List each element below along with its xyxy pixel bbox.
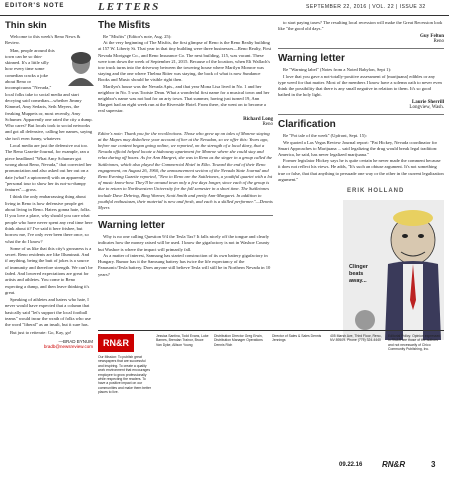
letter-paragraph: We quoted a Las Vegas Review Journal report: "Pat Hickey, Nevada coordinator for Smart Approaches to Marijuana ... said legalizing the drug would break legal tradition: America, he said, has never legalized marijuana." bbox=[278, 139, 438, 158]
editors-note-paragraph: Speaking of athletes and haters who hate, I never would have expected that a column that basically said "let's support the local football teams" would incur the wrath of folks who use the word "liberal" as an insult, but it sure has. bbox=[5, 297, 91, 328]
editor-portrait-icon bbox=[64, 48, 98, 86]
letter-signature: Guy Felton bbox=[419, 34, 444, 40]
staff-masthead bbox=[98, 330, 444, 450]
letter-location: Reno bbox=[262, 121, 273, 127]
letter-location: Longview, Wash. bbox=[409, 105, 444, 111]
editors-note-paragraph: I think the only embarrassing thing about living in Reno is how defensive people get about living in Reno. Haters gonna hate, folks. If you love a place, why should you care what people who have never spent any real time here think about it? I've said it here frisbee, but borrow me, I've only ever been there once, so what the do I know? bbox=[5, 194, 93, 244]
rnr-logo: RN&R bbox=[98, 334, 134, 352]
staff-address: 405 Marsh Ave, Third Floor, Reno, NV 89509. Phone (775) 324-4440 bbox=[330, 334, 382, 343]
letter-signature: Laurie Sherrill bbox=[411, 100, 444, 106]
letter-title: The Misfits bbox=[98, 20, 151, 31]
section-label-editors-note: EDITOR'S NOTE bbox=[5, 3, 65, 9]
footer-date: 09.22.16 bbox=[339, 462, 363, 468]
letter-title: Warning letter bbox=[98, 220, 165, 232]
editors-note-paragraph: Some of us like that this city's grossness is a secret. Reno residents are like Illuminati. And if anything, being the butt of jokes is a source of immunity and therefore strength. We can't be faded. And lowered expectations are great for artists and athletes. You come to Reno expecting a dump, and then leave thinking it's great. bbox=[5, 245, 93, 295]
letter-paragraph: Why is no one calling Question 9/4 the Tesla Tax? It falls nicely off the tongue and clearly indicates how the money raised will be used. I know the gigafactory is not in Washoe County but Washoe is where the impact will primarily fall. bbox=[98, 234, 270, 252]
divider bbox=[278, 48, 444, 49]
editors-note-paragraph: Welcome to this week's Reno News & Review. bbox=[5, 34, 81, 46]
cartoonist-name: ERIK HOLLAND bbox=[347, 188, 405, 194]
editor-email-link[interactable]: bradb@newsreview.com bbox=[43, 343, 93, 349]
letter-paragraph: At the very beginning of The Misfits, the first glimpse of Reno is the Reno Realty building at 157 W. Liberty St. That year in that tiny building were three businesses—Reno Realty, First Nevada Mortgage Co., and Reno Insurance Co. The next building, 115, was vacant. These were torn down the week of September 21, 2015. Because of the location, when Eli Wallach's tow truck turns into the driveway between the towering house where Marilyn Monroe was staying and the one where Thelma Ritter was staying, the back of what is now Sundance Books and Music should be visible right then. bbox=[98, 40, 272, 83]
editors-reply: Editor's note: Thank you for the recollections. Those who grew up on tales of Monroe staying at the Mapes may disbelieve your account of her at the Nevadan, so we offer this: Years ago, before our content began going online, we reported, on the strength of a local diary, that a Nevada official helped locate a hideaway apartment for Monroe where she could stay and relax during off hours. As for Ann Margret, she was in Reno as the singer in a group called the Suttletones, which also played the Commercial Hotel in Elko. Toward the end of their Reno engagement, on August 26, 1960, the announcement section of the Nevada State Journal and Reno Evening Gazette reported, "New to Reno are the Suttletones, a youthful quartet with a lot of music know-how. They'll be around town only a few days longer, since each of the group is due to return to Northwestern University for the fall semester in a short time. The Suttletones include Dave Dehring, Bing Warner, Scott Smith and pretty Ann-Margaret. In addition to youthful enthusiasm, their material is new and fresh, and each is a skilled performer."—Dennis Myers bbox=[98, 130, 273, 211]
letter-signature: Richard Long bbox=[243, 116, 273, 122]
staff-mission: Our Mission: To publish great newspapers that are successful and inspiring. To create a quality work environment that encourages employee to grow professionally while respecting the readers. To have a positive impact on our communities and make them better places to live. bbox=[98, 355, 151, 395]
letter-location: Reno bbox=[433, 39, 444, 45]
staff-distribution: Distribution Director Greg Erwin, Distribution Manager Operations Dennis Rich bbox=[214, 334, 263, 347]
letter-paragraph: Former legislator Hickey says he is quite certain he never made the comment because it does not reflect his views. He adds, "It's such an obtuse argument. It's not something true or false, that that anything to persuade one way or the other in the current legalization argument." bbox=[278, 158, 444, 182]
section-label-letters: LETTERS bbox=[98, 1, 161, 13]
editors-note-signature: —BRAD BYNUM bbox=[58, 338, 93, 344]
cartoon-caption: Clinger beats away... bbox=[349, 264, 368, 284]
editor-photo bbox=[59, 48, 93, 86]
letter-paragraph: Re "Misfits" (Editor's note, Aug. 25): bbox=[103, 34, 172, 39]
divider bbox=[98, 215, 273, 216]
letter-paragraph: I love that you gave a not-totally-positive assessment of [marijuana] edibles or any type weed for that matter. Most of the members I know have a solemn oath to never even think the possibility that there is any small negative in relation to them. It's so good bathed in the holy light. bbox=[278, 73, 442, 98]
letter-title: Clarification bbox=[278, 119, 336, 131]
page-header bbox=[0, 0, 449, 16]
editors-note-paragraph: Local media are just the defensive out too. The Reno Gazette-Journal, for example, ran a piece headlined "What Amy Schumer got wrong about Reno, Nevada," that corrected her pronunciation and also asked out her out on a date (what? a uptowned) with an apparently "personal tour to show her its not-so-dumpy features"—gross. bbox=[5, 143, 92, 193]
issue-date: SEPTEMBER 22, 2016 | VOL. 22 | ISSUE 32 bbox=[306, 4, 426, 10]
staff-contributors: Jessica Santina, Todd Evans, Luke Barnes, Brendan Trainor, Bruce Van Dyke, Allison Young bbox=[156, 334, 209, 347]
letter-paragraph: Marilyn's house was the Nevada Apts., and that year Mona Lisa lived in No. 1 and her neighbor in No. 5 was Tootsie Dean. What a wonderful first name for a musical town and her neighbor's name was not bad for an arty town. That summer, having just turned 19, Ann Margret had an eight week run at the Riverside Hotel. From there, she went on to become a real superstar. bbox=[98, 83, 270, 114]
footer-brand: RN&R bbox=[382, 460, 406, 469]
editors-note-title: Thin skin bbox=[5, 20, 47, 31]
editors-note-paragraph: Man, people around this town can be so thin-skinned. It's a little silly how every time some comedian cracks a joke about Reno or inconspicuous "Nevada," local folks take to social media and start decrying said comedian—whether Jimmy Kimmel, Amy Sedaris, Seth Meyers, the freaking Muppets or, most recently, Amy Schumer. Apparently one rated the city a dump. Who cares? But locals took to social networks and got all defensive, calling her names, saying she isn't even funny, whatever. bbox=[5, 48, 93, 142]
letters-column-left bbox=[98, 20, 273, 278]
staff-editorial-policy: Editorial Policy: Opinion expressed in RN&R are those of the authors and not necessarily of Chico Community Publishing, Inc. bbox=[388, 334, 441, 352]
letters-column-right bbox=[278, 20, 444, 183]
letter-title: Warning letter bbox=[278, 53, 345, 65]
staff-sales: Director of Sales & Sales Dennis Jennings bbox=[272, 334, 322, 343]
editors-note-paragraph: But just to reiterate: Go, Kay, go! bbox=[10, 329, 72, 335]
letter-paragraph: Re "Pot tale of the week" (Upfront, Sept. 15): bbox=[283, 133, 367, 139]
letter-paragraph: to start paying taxes? The resulting local recession will make the Great Recession look like "the good old days." bbox=[278, 20, 443, 32]
page-number: 3 bbox=[431, 460, 436, 469]
cartoon bbox=[343, 188, 444, 348]
letter-paragraph: As a matter of interest, Samsung has started construction of its own battery gigafactory in Hungary. Rumor has it the Samsung battery has twice the life expectancy of the Panasonic/Tesla battery. Does anyone still believe Tesla will still be in Northern Nevada in 10 years? bbox=[98, 252, 271, 277]
divider bbox=[278, 114, 444, 115]
editors-note bbox=[5, 20, 93, 349]
page-footer bbox=[0, 456, 449, 476]
letter-paragraph: Re "Warning label" (Notes from a Noted Babylon, Sept 1): bbox=[283, 67, 392, 73]
